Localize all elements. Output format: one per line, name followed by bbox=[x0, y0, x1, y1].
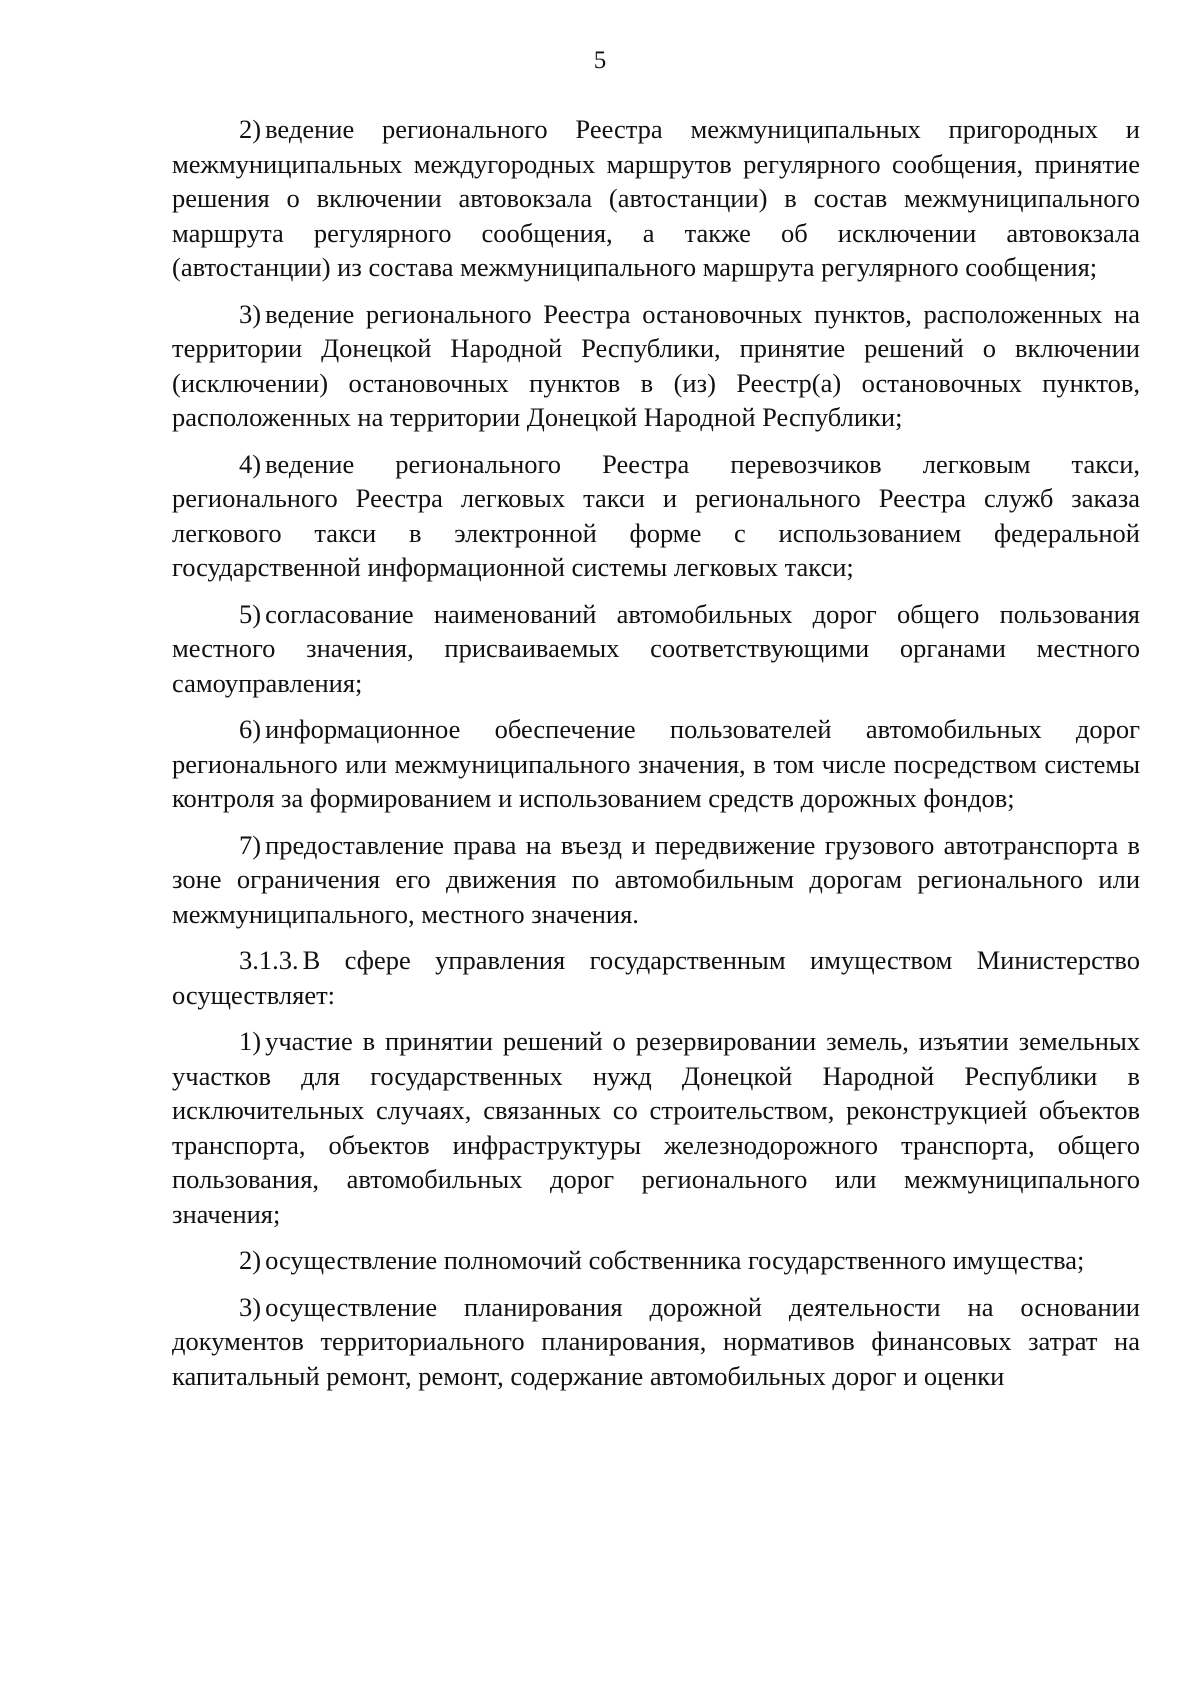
paragraph-text: ведение регионального Реестра остановочных пунктов, расположенных на территории Донецкой Народной Республики, принятие решений о включении (исключении) остановочных пунктов в (из) Реестр(а) остановочных пунктов, расположенных на территории Донецкой Народной Республики; bbox=[172, 298, 1140, 432]
item-number: 7) bbox=[239, 829, 262, 860]
section-number: 3.1.3. bbox=[239, 945, 299, 975]
item-number: 5) bbox=[239, 598, 262, 629]
item-number: 4) bbox=[239, 448, 262, 479]
paragraph-text: согласование наименований автомобильных дорог общего пользования местного значения, присваиваемых соответствующими органами местного самоуправления; bbox=[172, 598, 1140, 698]
paragraph-item bbox=[172, 828, 1140, 932]
paragraph-item bbox=[172, 1243, 1140, 1278]
item-number: 6) bbox=[239, 714, 262, 744]
paragraph-text: предоставление права на въезд и передвижение грузового автотранспорта в зоне ограничения его движения по автомобильным дорогам регионального или межмуниципального, местного значения. bbox=[172, 829, 1140, 929]
paragraph-item bbox=[172, 597, 1140, 701]
paragraph-item bbox=[172, 112, 1140, 285]
paragraph-item bbox=[172, 1024, 1140, 1231]
item-number: 2) bbox=[239, 1245, 262, 1275]
page-number: 5 bbox=[593, 47, 607, 74]
item-number: 3) bbox=[239, 1291, 262, 1322]
section-heading-paragraph bbox=[172, 943, 1140, 1012]
paragraph-text: ведение регионального Реестра перевозчиков легковым такси, регионального Реестра легковых такси и регионального Реестра служб заказа легкового такси в электронной форме с использованием федеральной государственной информационной системы легковых такси; bbox=[172, 448, 1140, 582]
paragraph-item bbox=[172, 447, 1140, 585]
paragraph-item bbox=[172, 712, 1140, 816]
paragraph-text: В сфере управления государственным имуществом Министерство осуществляет: bbox=[172, 945, 1140, 1010]
paragraph-item bbox=[172, 1290, 1140, 1394]
paragraph-text: осуществление планирования дорожной деятельности на основании документов территориального планирования, нормативов финансовых затрат на капитальный ремонт, ремонт, содержание автомобильных дорог и оценки bbox=[172, 1291, 1140, 1391]
document-body bbox=[172, 112, 1140, 1405]
paragraph-text: осуществление полномочий собственника государственного имущества; bbox=[265, 1245, 1085, 1275]
paragraph-item bbox=[172, 297, 1140, 435]
item-number: 2) bbox=[239, 114, 262, 144]
paragraph-text: участие в принятии решений о резервировании земель, изъятии земельных участков для государственных нужд Донецкой Народной Республики в исключительных случаях, связанных со строительством, реконструкцией объектов транспорта, объектов инфраструктуры железнодорожного транспорта, общего пользования, автомобильных дорог регионального или межмуниципального значения; bbox=[172, 1026, 1140, 1229]
paragraph-text: ведение регионального Реестра межмуниципальных пригородных и межмуниципальных междугородных маршрутов регулярного сообщения, принятие решения о включении автовокзала (автостанции) в состав межмуниципального маршрута регулярного сообщения, а также об исключении автовокзала (автостанции) из состава межмуниципального маршрута регулярного сообщения; bbox=[172, 114, 1140, 282]
item-number: 3) bbox=[239, 298, 262, 329]
paragraph-text: информационное обеспечение пользователей автомобильных дорог регионального или межмуниципального значения, в том числе посредством системы контроля за формированием и использованием средств дорожных фондов; bbox=[172, 714, 1140, 813]
item-number: 1) bbox=[239, 1026, 262, 1056]
